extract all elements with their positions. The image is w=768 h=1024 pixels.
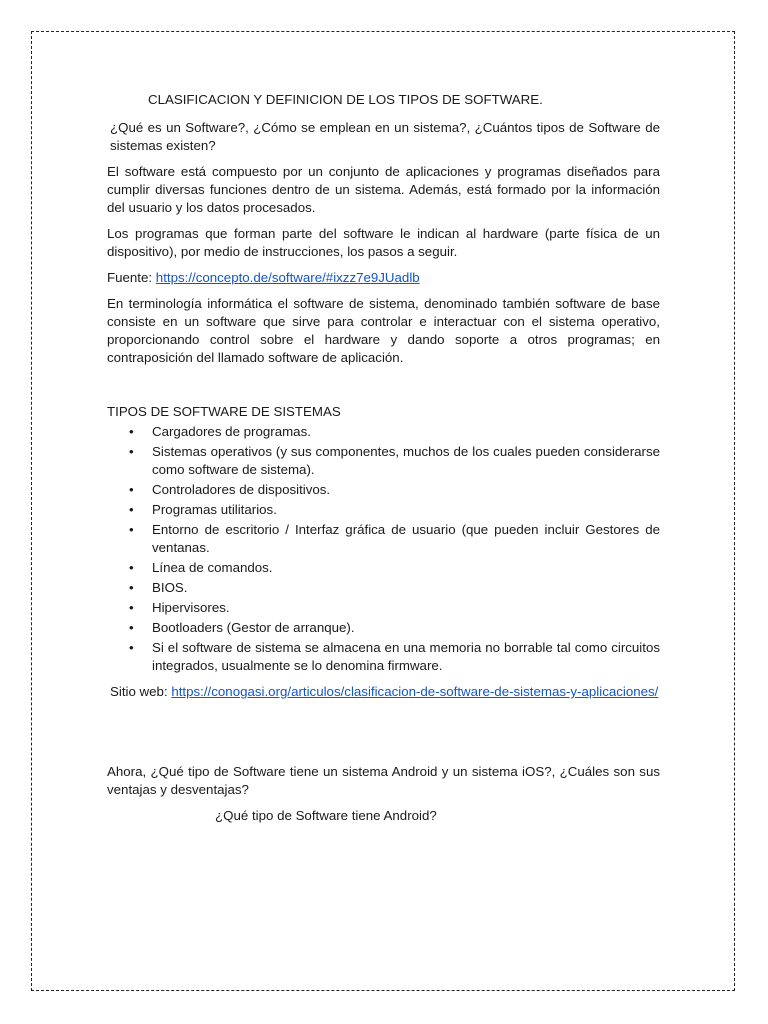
list-item-text: Controladores de dispositivos.	[152, 482, 331, 497]
source-link[interactable]: https://concepto.de/software/#ixzz7e9JUadlb	[155, 270, 420, 285]
document-body	[107, 91, 660, 833]
list-item	[129, 559, 660, 577]
bullet-icon: •	[129, 560, 134, 575]
android-question: ¿Qué tipo de Software tiene Android?	[215, 808, 437, 823]
bullet-icon: •	[129, 424, 134, 439]
document-title: CLASIFICACION Y DEFINICION DE LOS TIPOS DE SOFTWARE.	[148, 92, 543, 107]
bullet-icon: •	[129, 444, 134, 459]
list-item	[129, 501, 660, 519]
types-list	[107, 423, 660, 675]
bullet-icon: •	[129, 600, 134, 615]
list-item-text: Cargadores de programas.	[152, 424, 311, 439]
source-label: Fuente:	[107, 270, 156, 285]
site-line	[107, 683, 660, 701]
bullet-icon: •	[129, 482, 134, 497]
intro-question: ¿Qué es un Software?, ¿Cómo se emplean en un sistema?, ¿Cuántos tipos de Software de sistemas existen?	[110, 120, 660, 153]
site-label: Sitio web:	[110, 684, 172, 699]
list-item-text: Bootloaders (Gestor de arranque).	[152, 620, 355, 635]
site-link[interactable]: https://conogasi.org/articulos/clasificacion-de-software-de-sistemas-y-aplicaciones/	[171, 684, 659, 699]
list-item	[129, 443, 660, 479]
list-item-text: Programas utilitarios.	[152, 502, 277, 517]
list-item-text: Si el software de sistema se almacena en una memoria no borrable tal como circuitos integrados, usualmente se lo denomina firmware.	[152, 640, 660, 673]
bullet-icon: •	[129, 580, 134, 595]
list-item	[129, 619, 660, 637]
list-item-text: Hipervisores.	[152, 600, 230, 615]
list-item	[129, 521, 660, 557]
list-item-text: Entorno de escritorio / Interfaz gráfica de usuario (que pueden incluir Gestores de ventanas.	[152, 522, 660, 555]
android-ios-question: Ahora, ¿Qué tipo de Software tiene un sistema Android y un sistema iOS?, ¿Cuáles son sus ventajas y desventajas?	[107, 764, 660, 797]
paragraph-system-software: En terminología informática el software de sistema, denominado también software de base consiste en un software que sirve para controlar e interactuar con el sistema operativo, proporcionando control sobre el hardware y dando soporte a otros programas; en contraposición del llamado software de aplicación.	[107, 296, 660, 365]
paragraph-programs-hardware: Los programas que forman parte del software le indican al hardware (parte física de un dispositivo), por medio de instrucciones, los pasos a seguir.	[107, 226, 660, 259]
bullet-icon: •	[129, 522, 134, 537]
section-title: TIPOS DE SOFTWARE DE SISTEMAS	[107, 404, 341, 419]
bullet-icon: •	[129, 502, 134, 517]
bullet-icon: •	[129, 620, 134, 635]
list-item	[129, 579, 660, 597]
list-item	[129, 481, 660, 499]
bullet-icon: •	[129, 640, 134, 655]
list-item	[129, 423, 660, 441]
paragraph-software-definition: El software está compuesto por un conjunto de aplicaciones y programas diseñados para cumplir diversas funciones dentro de un sistema. Además, está formado por la información del usuario y los datos procesados.	[107, 164, 660, 215]
list-item-text: Sistemas operativos (y sus componentes, muchos de los cuales pueden considerarse como software de sistema).	[152, 444, 660, 477]
list-item-text: Línea de comandos.	[152, 560, 273, 575]
list-item	[129, 639, 660, 675]
list-item-text: BIOS.	[152, 580, 188, 595]
source-line	[107, 269, 660, 287]
list-item	[129, 599, 660, 617]
